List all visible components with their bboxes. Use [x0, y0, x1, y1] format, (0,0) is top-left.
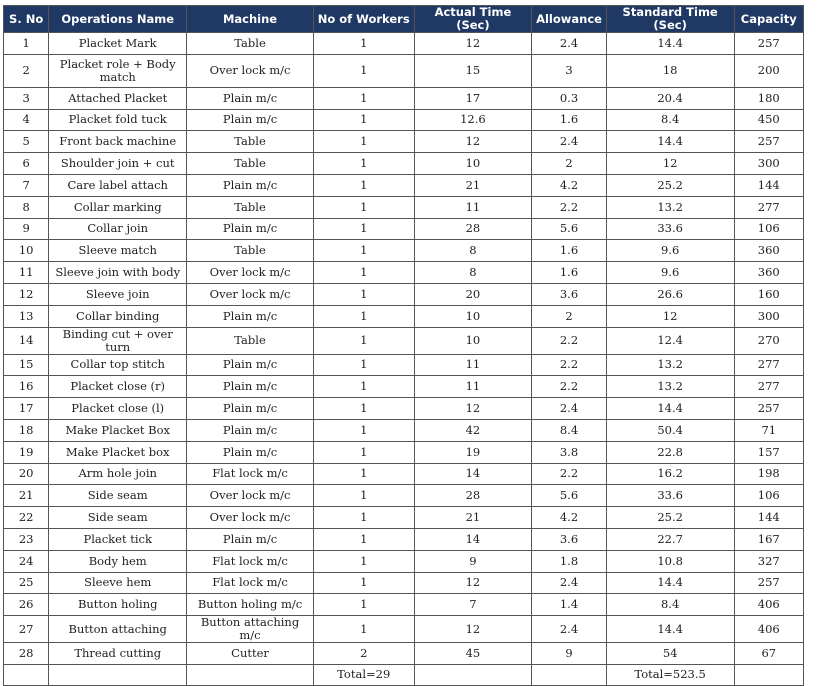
cell-capacity: 360: [734, 240, 803, 262]
table-row: [4, 616, 804, 643]
table-row: [4, 109, 804, 131]
cell-operation-name: Sleeve match: [49, 240, 187, 262]
cell-standard-time: 25.2: [606, 507, 734, 529]
header-capacity: Capacity: [734, 6, 803, 33]
cell-capacity: 106: [734, 485, 803, 507]
cell-standard-time: 8.4: [606, 594, 734, 616]
cell-actual-time: 11: [414, 376, 532, 398]
total-empty-cell: [532, 664, 606, 685]
table-body: [4, 33, 804, 665]
table-row: [4, 463, 804, 485]
total-empty-cell: [414, 664, 532, 685]
cell-capacity: 198: [734, 463, 803, 485]
cell-s-no: 26: [4, 594, 49, 616]
cell-actual-time: 12.6: [414, 109, 532, 131]
cell-workers: 1: [313, 398, 414, 420]
header-no-of-workers: No of Workers: [313, 6, 414, 33]
cell-operation-name: Sleeve join: [49, 283, 187, 305]
table-row: [4, 507, 804, 529]
cell-machine: Plain m/c: [187, 419, 314, 441]
table-row: [4, 196, 804, 218]
table-row: [4, 131, 804, 153]
cell-capacity: 300: [734, 153, 803, 175]
cell-allowance: 2.4: [532, 572, 606, 594]
cell-workers: 1: [313, 109, 414, 131]
total-workers: Total=29: [313, 664, 414, 685]
cell-actual-time: 9: [414, 550, 532, 572]
total-empty-cell: [4, 664, 49, 685]
cell-actual-time: 21: [414, 507, 532, 529]
cell-actual-time: 10: [414, 153, 532, 175]
cell-workers: 1: [313, 616, 414, 643]
cell-machine: Flat lock m/c: [187, 550, 314, 572]
cell-actual-time: 12: [414, 572, 532, 594]
cell-workers: 1: [313, 463, 414, 485]
cell-s-no: 25: [4, 572, 49, 594]
header-operations-name: Operations Name: [49, 6, 187, 33]
cell-allowance: 1.6: [532, 109, 606, 131]
cell-workers: 1: [313, 485, 414, 507]
header-machine: Machine: [187, 6, 314, 33]
cell-operation-name: Care label attach: [49, 174, 187, 196]
cell-standard-time: 20.4: [606, 87, 734, 109]
cell-operation-name: Button holing: [49, 594, 187, 616]
cell-machine: Plain m/c: [187, 87, 314, 109]
cell-workers: 1: [313, 240, 414, 262]
cell-operation-name: Placket close (r): [49, 376, 187, 398]
cell-standard-time: 22.7: [606, 528, 734, 550]
table-row: [4, 153, 804, 175]
cell-workers: 1: [313, 153, 414, 175]
table-row: [4, 376, 804, 398]
operations-table: [3, 5, 804, 686]
table-row: [4, 33, 804, 55]
table-row: [4, 441, 804, 463]
cell-allowance: 5.6: [532, 218, 606, 240]
cell-allowance: 5.6: [532, 485, 606, 507]
cell-s-no: 9: [4, 218, 49, 240]
cell-operation-name: Arm hole join: [49, 463, 187, 485]
cell-actual-time: 12: [414, 33, 532, 55]
cell-s-no: 28: [4, 643, 49, 665]
cell-allowance: 1.6: [532, 262, 606, 284]
cell-workers: 1: [313, 283, 414, 305]
table-row: [4, 305, 804, 327]
cell-standard-time: 13.2: [606, 196, 734, 218]
cell-operation-name: Attached Placket: [49, 87, 187, 109]
cell-allowance: 1.4: [532, 594, 606, 616]
cell-operation-name: Placket fold tuck: [49, 109, 187, 131]
cell-capacity: 180: [734, 87, 803, 109]
cell-s-no: 21: [4, 485, 49, 507]
cell-machine: Table: [187, 240, 314, 262]
cell-operation-name: Make Placket box: [49, 441, 187, 463]
cell-s-no: 5: [4, 131, 49, 153]
cell-machine: Flat lock m/c: [187, 463, 314, 485]
cell-standard-time: 18: [606, 54, 734, 87]
cell-standard-time: 14.4: [606, 572, 734, 594]
cell-s-no: 10: [4, 240, 49, 262]
cell-machine: Over lock m/c: [187, 283, 314, 305]
cell-capacity: 327: [734, 550, 803, 572]
cell-operation-name: Thread cutting: [49, 643, 187, 665]
cell-standard-time: 9.6: [606, 240, 734, 262]
cell-machine: Table: [187, 327, 314, 354]
cell-workers: 1: [313, 262, 414, 284]
cell-capacity: 67: [734, 643, 803, 665]
cell-actual-time: 11: [414, 354, 532, 376]
cell-operation-name: Collar top stitch: [49, 354, 187, 376]
cell-operation-name: Collar binding: [49, 305, 187, 327]
cell-operation-name: Placket role + Body match: [49, 54, 187, 87]
cell-capacity: 200: [734, 54, 803, 87]
cell-allowance: 4.2: [532, 174, 606, 196]
cell-standard-time: 10.8: [606, 550, 734, 572]
cell-operation-name: Side seam: [49, 485, 187, 507]
cell-operation-name: Placket Mark: [49, 33, 187, 55]
cell-allowance: 2.4: [532, 616, 606, 643]
cell-operation-name: Collar join: [49, 218, 187, 240]
cell-actual-time: 8: [414, 262, 532, 284]
cell-operation-name: Button attaching: [49, 616, 187, 643]
cell-s-no: 4: [4, 109, 49, 131]
cell-capacity: 300: [734, 305, 803, 327]
cell-allowance: 3: [532, 54, 606, 87]
table-row: [4, 594, 804, 616]
cell-workers: 1: [313, 33, 414, 55]
cell-operation-name: Shoulder join + cut: [49, 153, 187, 175]
cell-capacity: 277: [734, 354, 803, 376]
table-row: [4, 218, 804, 240]
cell-machine: Over lock m/c: [187, 485, 314, 507]
cell-standard-time: 14.4: [606, 33, 734, 55]
cell-s-no: 8: [4, 196, 49, 218]
cell-workers: 1: [313, 441, 414, 463]
cell-actual-time: 12: [414, 398, 532, 420]
cell-actual-time: 12: [414, 131, 532, 153]
cell-standard-time: 22.8: [606, 441, 734, 463]
cell-allowance: 4.2: [532, 507, 606, 529]
cell-standard-time: 13.2: [606, 354, 734, 376]
cell-allowance: 8.4: [532, 419, 606, 441]
cell-actual-time: 28: [414, 218, 532, 240]
cell-s-no: 14: [4, 327, 49, 354]
cell-s-no: 19: [4, 441, 49, 463]
table-row: [4, 398, 804, 420]
cell-machine: Plain m/c: [187, 354, 314, 376]
cell-s-no: 20: [4, 463, 49, 485]
total-empty-cell: [734, 664, 803, 685]
cell-s-no: 23: [4, 528, 49, 550]
cell-allowance: 2.4: [532, 33, 606, 55]
cell-actual-time: 10: [414, 327, 532, 354]
cell-operation-name: Sleeve hem: [49, 572, 187, 594]
table-row: [4, 327, 804, 354]
cell-workers: 1: [313, 550, 414, 572]
cell-allowance: 2.4: [532, 131, 606, 153]
cell-workers: 1: [313, 507, 414, 529]
cell-s-no: 6: [4, 153, 49, 175]
cell-workers: 1: [313, 419, 414, 441]
cell-actual-time: 17: [414, 87, 532, 109]
cell-capacity: 406: [734, 594, 803, 616]
total-standard-time: Total=523.5: [606, 664, 734, 685]
cell-workers: 2: [313, 643, 414, 665]
cell-allowance: 2: [532, 305, 606, 327]
cell-standard-time: 13.2: [606, 376, 734, 398]
cell-actual-time: 19: [414, 441, 532, 463]
table-row: [4, 87, 804, 109]
cell-s-no: 7: [4, 174, 49, 196]
cell-actual-time: 28: [414, 485, 532, 507]
cell-workers: 1: [313, 87, 414, 109]
cell-actual-time: 42: [414, 419, 532, 441]
cell-allowance: 2: [532, 153, 606, 175]
cell-operation-name: Body hem: [49, 550, 187, 572]
cell-standard-time: 12: [606, 153, 734, 175]
cell-operation-name: Sleeve join with body: [49, 262, 187, 284]
cell-allowance: 1.6: [532, 240, 606, 262]
cell-operation-name: Front back machine: [49, 131, 187, 153]
cell-capacity: 270: [734, 327, 803, 354]
cell-standard-time: 14.4: [606, 398, 734, 420]
cell-machine: Table: [187, 131, 314, 153]
cell-s-no: 12: [4, 283, 49, 305]
cell-operation-name: Placket close (l): [49, 398, 187, 420]
cell-workers: 1: [313, 54, 414, 87]
cell-standard-time: 9.6: [606, 262, 734, 284]
cell-machine: Plain m/c: [187, 305, 314, 327]
cell-standard-time: 50.4: [606, 419, 734, 441]
cell-s-no: 18: [4, 419, 49, 441]
cell-capacity: 257: [734, 33, 803, 55]
cell-capacity: 360: [734, 262, 803, 284]
cell-standard-time: 26.6: [606, 283, 734, 305]
cell-capacity: 157: [734, 441, 803, 463]
cell-operation-name: Binding cut + over turn: [49, 327, 187, 354]
cell-standard-time: 14.4: [606, 131, 734, 153]
cell-capacity: 277: [734, 196, 803, 218]
cell-actual-time: 45: [414, 643, 532, 665]
table-row: [4, 572, 804, 594]
cell-actual-time: 12: [414, 616, 532, 643]
cell-workers: 1: [313, 196, 414, 218]
table-header: [4, 6, 804, 33]
cell-workers: 1: [313, 572, 414, 594]
cell-workers: 1: [313, 174, 414, 196]
cell-machine: Button holing m/c: [187, 594, 314, 616]
table-row: [4, 643, 804, 665]
cell-s-no: 1: [4, 33, 49, 55]
header-allowance: Allowance: [532, 6, 606, 33]
cell-s-no: 13: [4, 305, 49, 327]
cell-actual-time: 20: [414, 283, 532, 305]
cell-capacity: 71: [734, 419, 803, 441]
cell-actual-time: 14: [414, 528, 532, 550]
cell-operation-name: Placket tick: [49, 528, 187, 550]
cell-actual-time: 11: [414, 196, 532, 218]
cell-machine: Cutter: [187, 643, 314, 665]
cell-allowance: 2.2: [532, 463, 606, 485]
cell-workers: 1: [313, 131, 414, 153]
cell-operation-name: Collar marking: [49, 196, 187, 218]
cell-capacity: 257: [734, 572, 803, 594]
cell-allowance: 3.6: [532, 283, 606, 305]
cell-allowance: 9: [532, 643, 606, 665]
cell-s-no: 3: [4, 87, 49, 109]
cell-allowance: 2.2: [532, 196, 606, 218]
table-row: [4, 262, 804, 284]
cell-allowance: 2.2: [532, 376, 606, 398]
cell-machine: Table: [187, 196, 314, 218]
table-row: [4, 354, 804, 376]
cell-s-no: 2: [4, 54, 49, 87]
cell-allowance: 2.2: [532, 354, 606, 376]
cell-workers: 1: [313, 594, 414, 616]
cell-workers: 1: [313, 305, 414, 327]
total-empty-cell: [49, 664, 187, 685]
cell-actual-time: 14: [414, 463, 532, 485]
cell-actual-time: 10: [414, 305, 532, 327]
header-actual-time: Actual Time (Sec): [414, 6, 532, 33]
cell-allowance: 3.6: [532, 528, 606, 550]
cell-actual-time: 21: [414, 174, 532, 196]
table-row: [4, 419, 804, 441]
cell-machine: Plain m/c: [187, 376, 314, 398]
cell-standard-time: 33.6: [606, 485, 734, 507]
cell-allowance: 2.4: [532, 398, 606, 420]
cell-machine: Over lock m/c: [187, 262, 314, 284]
cell-machine: Table: [187, 153, 314, 175]
cell-capacity: 106: [734, 218, 803, 240]
cell-s-no: 17: [4, 398, 49, 420]
cell-machine: Plain m/c: [187, 441, 314, 463]
table-row: [4, 528, 804, 550]
header-s-no: S. No: [4, 6, 49, 33]
cell-capacity: 257: [734, 131, 803, 153]
header-standard-time: Standard Time (Sec): [606, 6, 734, 33]
cell-allowance: 1.8: [532, 550, 606, 572]
cell-standard-time: 33.6: [606, 218, 734, 240]
table-row: [4, 283, 804, 305]
cell-machine: Plain m/c: [187, 398, 314, 420]
cell-machine: Plain m/c: [187, 528, 314, 550]
cell-capacity: 167: [734, 528, 803, 550]
cell-workers: 1: [313, 354, 414, 376]
cell-standard-time: 12: [606, 305, 734, 327]
table-row: [4, 54, 804, 87]
cell-machine: Over lock m/c: [187, 54, 314, 87]
cell-capacity: 257: [734, 398, 803, 420]
cell-standard-time: 54: [606, 643, 734, 665]
cell-actual-time: 8: [414, 240, 532, 262]
cell-standard-time: 16.2: [606, 463, 734, 485]
cell-s-no: 15: [4, 354, 49, 376]
cell-allowance: 0.3: [532, 87, 606, 109]
cell-machine: Plain m/c: [187, 218, 314, 240]
totals-row: [4, 664, 804, 685]
cell-machine: Table: [187, 33, 314, 55]
cell-standard-time: 8.4: [606, 109, 734, 131]
cell-capacity: 277: [734, 376, 803, 398]
cell-s-no: 22: [4, 507, 49, 529]
cell-operation-name: Make Placket Box: [49, 419, 187, 441]
table-row: [4, 550, 804, 572]
cell-standard-time: 14.4: [606, 616, 734, 643]
table-row: [4, 240, 804, 262]
cell-machine: Plain m/c: [187, 109, 314, 131]
cell-actual-time: 7: [414, 594, 532, 616]
total-empty-cell: [187, 664, 314, 685]
cell-workers: 1: [313, 218, 414, 240]
cell-machine: Plain m/c: [187, 174, 314, 196]
table-row: [4, 174, 804, 196]
table-footer: [4, 664, 804, 685]
cell-workers: 1: [313, 327, 414, 354]
cell-s-no: 16: [4, 376, 49, 398]
cell-operation-name: Side seam: [49, 507, 187, 529]
cell-s-no: 11: [4, 262, 49, 284]
table-row: [4, 485, 804, 507]
cell-capacity: 144: [734, 507, 803, 529]
cell-machine: Flat lock m/c: [187, 572, 314, 594]
cell-allowance: 2.2: [532, 327, 606, 354]
cell-capacity: 144: [734, 174, 803, 196]
cell-actual-time: 15: [414, 54, 532, 87]
cell-capacity: 160: [734, 283, 803, 305]
cell-machine: Button attaching m/c: [187, 616, 314, 643]
cell-standard-time: 25.2: [606, 174, 734, 196]
cell-allowance: 3.8: [532, 441, 606, 463]
header-row: [4, 6, 804, 33]
cell-machine: Over lock m/c: [187, 507, 314, 529]
cell-capacity: 406: [734, 616, 803, 643]
cell-s-no: 27: [4, 616, 49, 643]
cell-s-no: 24: [4, 550, 49, 572]
cell-standard-time: 12.4: [606, 327, 734, 354]
cell-workers: 1: [313, 528, 414, 550]
cell-capacity: 450: [734, 109, 803, 131]
cell-workers: 1: [313, 376, 414, 398]
